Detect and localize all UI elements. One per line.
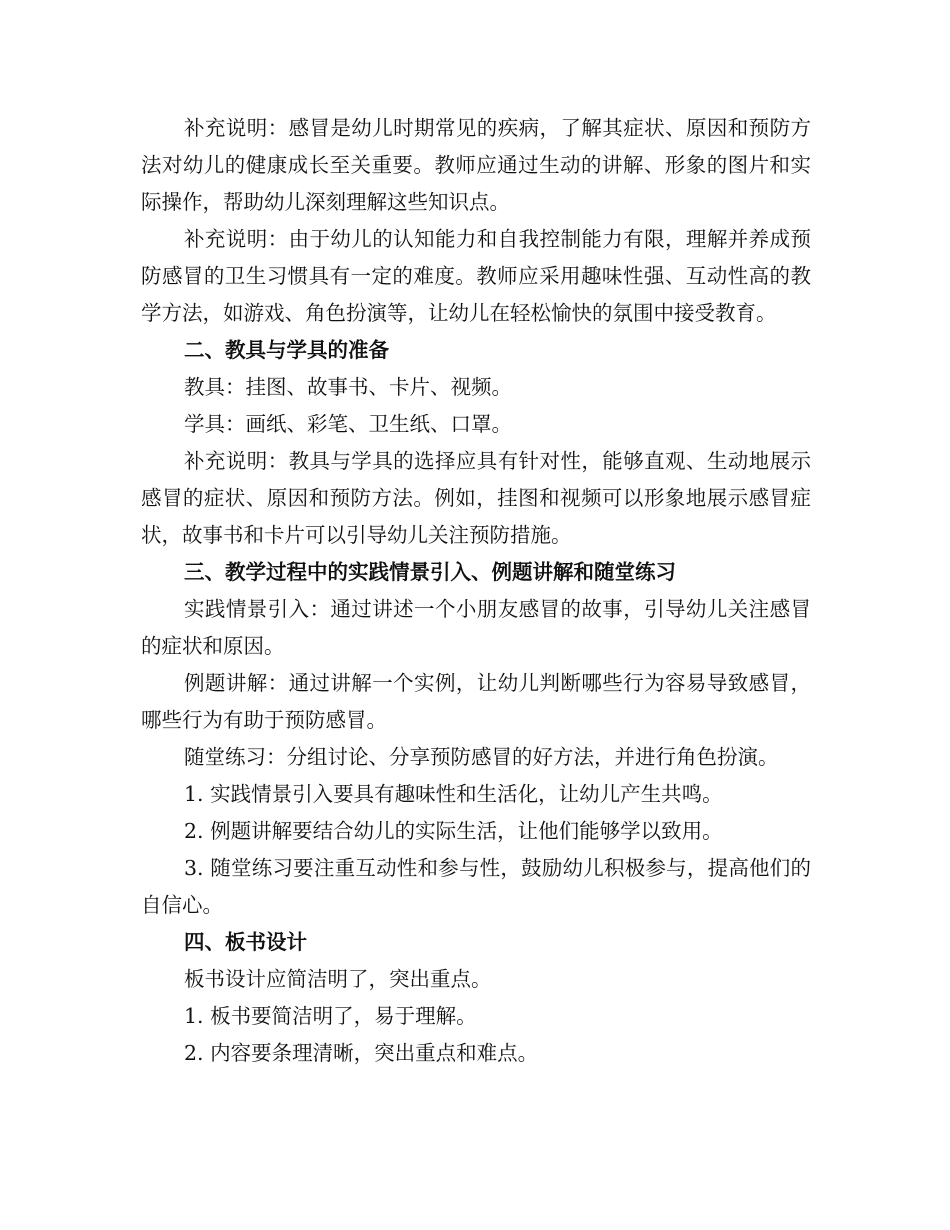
- paragraph-teaching-aids: 教具：挂图、故事书、卡片、视频。: [184, 375, 512, 399]
- paragraph-practice: 随堂练习：分组讨论、分享预防感冒的好方法，并进行角色扮演。: [184, 745, 779, 769]
- list-item-board-2: 2. 内容要条理清晰，突出重点和难点。: [184, 1041, 539, 1065]
- paragraph-board-design: 板书设计应简洁明了，突出重点。: [184, 967, 492, 991]
- heading-section-2: 二、教具与学具的准备: [184, 338, 389, 362]
- heading-section-4: 四、板书设计: [184, 930, 307, 954]
- list-item-3: 3. 随堂练习要注重互动性和参与性，鼓励幼儿积极参与，提高他们的自信心。: [141, 856, 811, 917]
- paragraph-supplement-3: 补充说明：教具与学具的选择应具有针对性，能够直观、生动地展示感冒的症状、原因和预防方法。例如，挂图和视频可以形象地展示感冒症状，故事书和卡片可以引导幼儿关注预防措施。: [141, 449, 811, 547]
- list-item-2: 2. 例题讲解要结合幼儿的实际生活，让他们能够学以致用。: [184, 819, 723, 843]
- document-body: [141, 110, 811, 1072]
- paragraph-supplement-1: 补充说明：感冒是幼儿时期常见的疾病，了解其症状、原因和预防方法对幼儿的健康成长至关重要。教师应通过生动的讲解、形象的图片和实际操作，帮助幼儿深刻理解这些知识点。: [141, 116, 811, 214]
- paragraph-example-explanation: 例题讲解：通过讲解一个实例，让幼儿判断哪些行为容易导致感冒，哪些行为有助于预防感冒。: [141, 671, 811, 732]
- paragraph-learning-aids: 学具：画纸、彩笔、卫生纸、口罩。: [184, 412, 512, 436]
- paragraph-scenario-intro: 实践情景引入：通过讲述一个小朋友感冒的故事，引导幼儿关注感冒的症状和原因。: [141, 597, 811, 658]
- paragraph-supplement-2: 补充说明：由于幼儿的认知能力和自我控制能力有限，理解并养成预防感冒的卫生习惯具有一定的难度。教师应采用趣味性强、互动性高的教学方法，如游戏、角色扮演等，让幼儿在轻松愉快的氛围中接受教育。: [141, 227, 811, 325]
- list-item-board-1: 1. 板书要简洁明了，易于理解。: [184, 1004, 477, 1028]
- heading-section-3: 三、教学过程中的实践情景引入、例题讲解和随堂练习: [184, 560, 676, 584]
- list-item-1: 1. 实践情景引入要具有趣味性和生活化，让幼儿产生共鸣。: [184, 782, 723, 806]
